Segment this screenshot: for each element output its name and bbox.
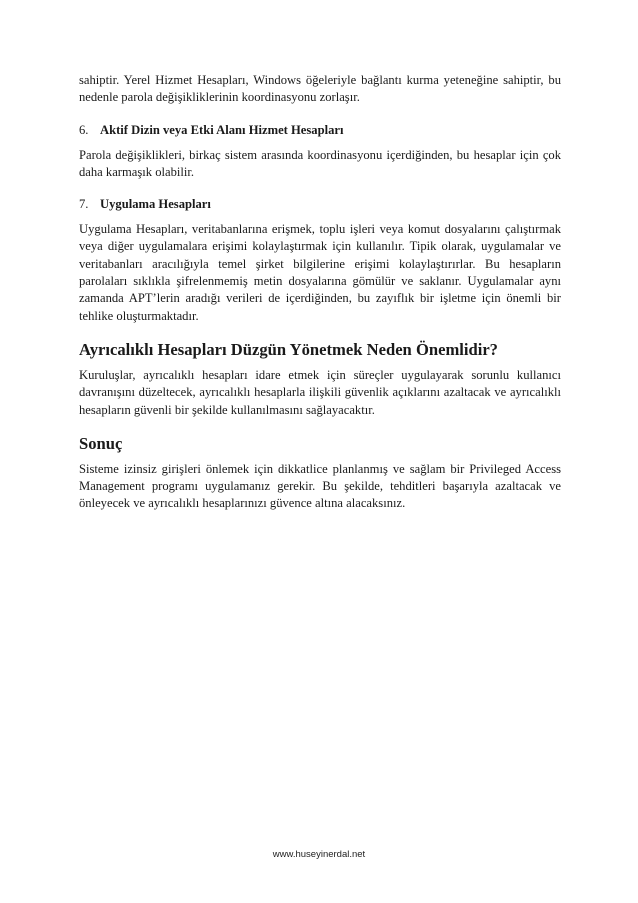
footer-website-link[interactable]: www.huseyinerdal.net: [272, 849, 366, 860]
section-7-body: Uygulama Hesapları, veritabanlarına erişmek, toplu işleri veya komut dosyalarını çalıştırmak veya diğer uygulamalara erişimi kolaylaştırmak için kullanılır. Tipik olarak, uygulamalar ve veritabanları aracılığıyla temel şirket bilgilerine erişimi kolaylaştırırlar. Bu hesapların parolaları sıklıkla şifrelenmemiş metin dosyalarına gömülür ve saklanır. Uygulamalar aynı zamanda APT’lerin aradığı verileri de içerdiğinden, bu zayıflık bir işletme için önemli bir tehlike oluşturmaktadır.: [79, 222, 561, 323]
intro-paragraph: sahiptir. Yerel Hizmet Hesapları, Windows öğeleriyle bağlantı kurma yeteneğine sahiptir, bu nedenle parola değişikliklerinin koordinasyonu zorlaşır.: [79, 73, 561, 105]
section-7-number: 7.: [79, 197, 89, 212]
section-6-heading: [79, 122, 561, 139]
importance-heading: Ayrıcalıklı Hesapları Düzgün Yönetmek Neden Önemlidir?: [79, 339, 498, 359]
section-6-body: Parola değişiklikleri, birkaç sistem arasında koordinasyonu içerdiğinden, bu hesaplar için çok daha karmaşık olabilir.: [79, 147, 561, 179]
conclusion-body: Sisteme izinsiz girişleri önlemek için dikkatlice planlanmış ve sağlam bir Privileged Access Management programı uygulamanız gerekir. Bu şekilde, tehditleri başarıyla azaltacak ve önleyecek ve ayrıcalıklı hesaplarınızı güvence altına alacaksınız.: [79, 461, 561, 511]
importance-body: Kuruluşlar, ayrıcalıklı hesapları idare etmek için süreçler uygulayarak sorunlu kullanıcı davranışını düzeltecek, ayrıcalıklı hesaplarla ilişkili güvenlik açıklarını azaltacak ve ayrıcalıklı hesapların güvenli bir şekilde kullanılmasını sağlayacaktır.: [79, 367, 561, 417]
document-page: [79, 72, 561, 513]
section-6-title: Aktif Dizin veya Etki Alanı Hizmet Hesapları: [100, 122, 344, 137]
conclusion-heading: Sonuç: [79, 433, 123, 453]
section-7-heading: [79, 196, 561, 213]
section-7-title: Uygulama Hesapları: [100, 197, 211, 212]
section-6-number: 6.: [79, 122, 89, 137]
